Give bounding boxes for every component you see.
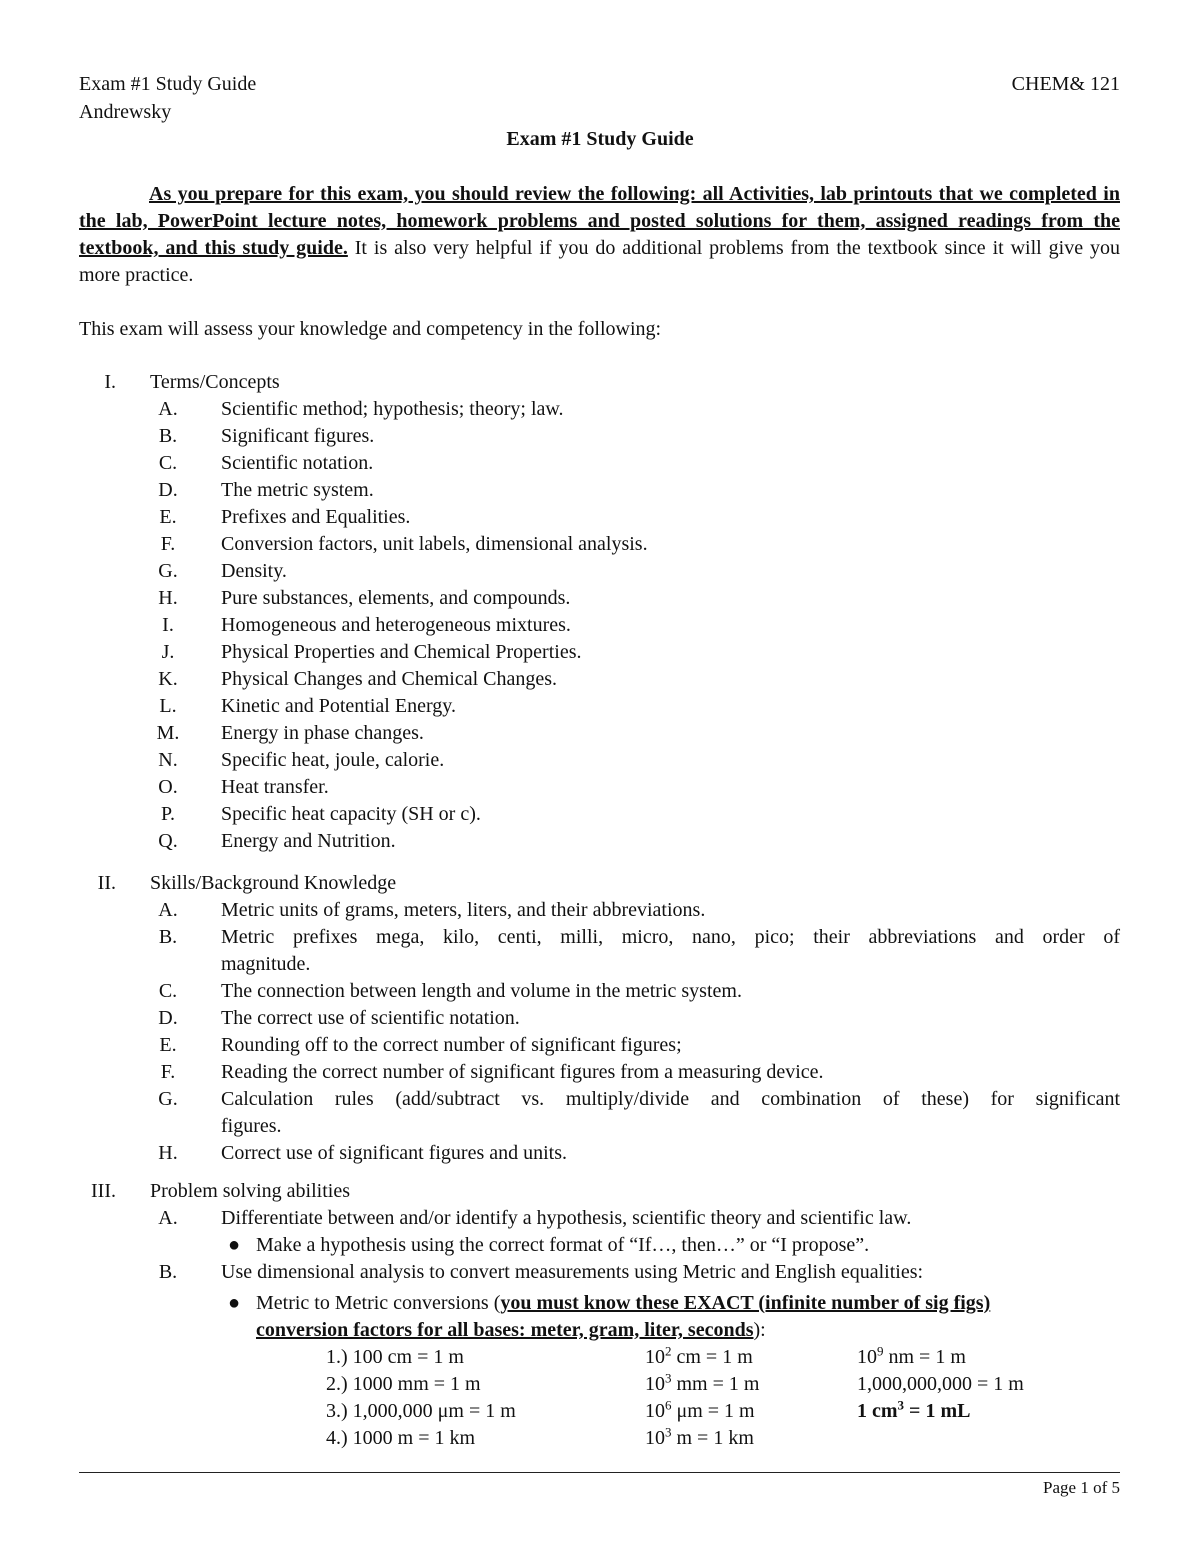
item-letter: I.	[162, 614, 174, 636]
list-item	[0, 747, 1200, 774]
item-text: Homogeneous and heterogeneous mixtures.	[221, 614, 571, 636]
item-letter: D.	[158, 1007, 178, 1029]
list-item	[0, 1140, 1200, 1167]
conversion-text: 1 cm	[857, 1400, 898, 1422]
conversion-cell	[857, 1371, 1024, 1398]
conversion-cell	[645, 1398, 755, 1425]
exponent: 3	[897, 1397, 905, 1413]
conversion-text: m = 1 km	[671, 1427, 754, 1449]
section-title: Problem solving abilities	[150, 1180, 350, 1202]
item-letter: G.	[158, 560, 178, 582]
conversion-text: 10	[645, 1427, 665, 1449]
conversion-text: 1,000,000,000 = 1 m	[857, 1373, 1024, 1395]
item-text: Energy in phase changes.	[221, 722, 424, 744]
item-text: Use dimensional analysis to convert measurements using Metric and English equalities:	[221, 1261, 924, 1283]
item-text: Correct use of significant figures and units.	[221, 1142, 568, 1164]
item-letter: N.	[158, 749, 178, 771]
bullet-text	[256, 1290, 1120, 1317]
list-item	[0, 1259, 1200, 1286]
item-text: Physical Properties and Chemical Properties.	[221, 641, 582, 663]
bullet-item	[0, 1232, 1200, 1259]
item-text: Energy and Nutrition.	[221, 830, 396, 852]
section-numeral: III.	[91, 1180, 116, 1202]
conversion-text: 10	[645, 1346, 665, 1368]
item-text: Physical Changes and Chemical Changes.	[221, 668, 558, 690]
conversion-text: 10	[645, 1400, 665, 1422]
footer-rule	[79, 1472, 1120, 1473]
conversion-cell: 2.) 1000 mm = 1 m	[326, 1373, 481, 1395]
item-text: Specific heat, joule, calorie.	[221, 749, 445, 771]
item-letter: B.	[158, 926, 178, 948]
bullet-emphasis: conversion factors for all bases: meter, gram, liter, seconds	[256, 1319, 754, 1341]
item-letter: B.	[158, 425, 178, 447]
bullet-icon: ●	[228, 1292, 241, 1314]
item-text: The metric system.	[221, 479, 374, 501]
item-text: Heat transfer.	[221, 776, 329, 798]
item-text: Metric prefixes mega, kilo, centi, milli, micro, nano, pico; their abbreviations and order of	[221, 926, 1120, 948]
conversion-text: = 1 mL	[904, 1400, 971, 1422]
bullet-emphasis: you must know these EXACT (infinite number of sig figs)	[500, 1292, 991, 1314]
list-item	[0, 1059, 1200, 1086]
section-numeral: I.	[104, 371, 116, 393]
section-heading	[0, 1178, 1200, 1205]
list-item	[0, 558, 1200, 585]
list-item-continuation	[0, 951, 1200, 978]
item-letter: O.	[158, 776, 178, 798]
conversion-text: μm = 1 m	[671, 1400, 755, 1422]
header-course: CHEM& 121	[1011, 73, 1120, 95]
item-text: Density.	[221, 560, 287, 582]
item-text: Metric units of grams, meters, liters, and their abbreviations.	[221, 899, 706, 921]
item-text: Scientific method; hypothesis; theory; law.	[221, 398, 564, 420]
page-title: Exam #1 Study Guide	[506, 128, 694, 150]
item-letter: L.	[159, 695, 177, 717]
item-letter: A.	[158, 398, 178, 420]
item-letter: D.	[158, 479, 178, 501]
list-item	[0, 720, 1200, 747]
conversion-text: nm = 1 m	[883, 1346, 966, 1368]
item-text: Kinetic and Potential Energy.	[221, 695, 456, 717]
section-heading	[0, 369, 1200, 396]
item-letter: F.	[160, 1061, 176, 1083]
intro-rest: It is also very helpful if you do additional problems from the textbook since it will give you more practice.	[79, 237, 1120, 286]
lead-sentence: This exam will assess your knowledge and competency in the following:	[79, 318, 662, 340]
item-letter: C.	[158, 452, 178, 474]
item-letter: A.	[158, 899, 178, 921]
conversion-cell: 1.) 100 cm = 1 m	[326, 1346, 464, 1368]
exponent: 2	[665, 1343, 672, 1359]
bullet-item	[0, 1290, 1200, 1317]
conversion-cell	[857, 1398, 970, 1425]
item-text: Conversion factors, unit labels, dimensional analysis.	[221, 533, 648, 555]
conversion-text: 10	[857, 1346, 877, 1368]
list-item	[0, 531, 1200, 558]
item-letter: A.	[158, 1207, 178, 1229]
item-text: The connection between length and volume in the metric system.	[221, 980, 742, 1002]
list-item	[0, 897, 1200, 924]
item-letter: B.	[158, 1261, 178, 1283]
list-item	[0, 693, 1200, 720]
list-item	[0, 924, 1200, 951]
item-letter: H.	[158, 1142, 178, 1164]
list-item	[0, 1086, 1200, 1113]
list-item	[0, 1005, 1200, 1032]
bullet-continuation	[0, 1317, 1200, 1344]
list-item	[0, 639, 1200, 666]
item-letter: E.	[159, 506, 177, 528]
conversion-text: cm = 1 m	[671, 1346, 753, 1368]
bullet-icon: ●	[228, 1234, 241, 1256]
bullet-pre: Metric to Metric conversions (	[256, 1292, 501, 1314]
item-text: The correct use of scientific notation.	[221, 1007, 520, 1029]
exponent: 6	[665, 1397, 672, 1413]
item-text: Prefixes and Equalities.	[221, 506, 411, 528]
item-letter: P.	[161, 803, 175, 825]
item-letter: C.	[158, 980, 178, 1002]
list-item	[0, 450, 1200, 477]
bullet-text: Make a hypothesis using the correct format of “If…, then…” or “I propose”.	[256, 1234, 870, 1256]
item-text: Pure substances, elements, and compounds.	[221, 587, 571, 609]
item-text: figures.	[221, 1115, 282, 1137]
header-title: Exam #1 Study Guide	[79, 73, 257, 95]
header-author: Andrewsky	[79, 101, 172, 123]
item-letter: K.	[158, 668, 178, 690]
list-item	[0, 666, 1200, 693]
conversion-cell: 3.) 1,000,000 μm = 1 m	[326, 1400, 516, 1422]
list-item	[0, 1032, 1200, 1059]
list-item	[0, 477, 1200, 504]
list-item	[0, 423, 1200, 450]
item-text: Scientific notation.	[221, 452, 374, 474]
list-item	[0, 585, 1200, 612]
list-item	[0, 978, 1200, 1005]
conversion-text: mm = 1 m	[671, 1373, 760, 1395]
exponent: 9	[877, 1343, 884, 1359]
conversion-cell	[645, 1344, 753, 1371]
page-number: Page 1 of 5	[1043, 1478, 1120, 1497]
item-text: Rounding off to the correct number of significant figures;	[221, 1034, 682, 1056]
bullet-text	[256, 1317, 1120, 1344]
conversion-text: 10	[645, 1373, 665, 1395]
item-letter: G.	[158, 1088, 178, 1110]
item-text: Differentiate between and/or identify a hypothesis, scientific theory and scientific law.	[221, 1207, 912, 1229]
section-numeral: II.	[97, 872, 116, 894]
list-item	[0, 612, 1200, 639]
section-title: Terms/Concepts	[150, 371, 280, 393]
list-item	[0, 828, 1200, 855]
conversion-cell	[645, 1371, 759, 1398]
list-item-continuation	[0, 1113, 1200, 1140]
item-text: Specific heat capacity (SH or c).	[221, 803, 481, 825]
exponent: 3	[665, 1424, 672, 1440]
intro-paragraph	[79, 181, 1120, 289]
section-title: Skills/Background Knowledge	[150, 872, 397, 894]
intro-emphasis: As you prepare for this exam, you should review the following: all Activities, lab printouts that we completed in the lab, PowerPoint lecture notes, homework problems and posted solutions for them, assigned readings from the textbook, and this study guide.	[79, 183, 1120, 259]
section-heading	[0, 870, 1200, 897]
item-letter: M.	[156, 722, 180, 744]
item-letter: J.	[161, 641, 175, 663]
item-text: magnitude.	[221, 953, 311, 975]
item-letter: Q.	[158, 830, 178, 852]
list-item	[0, 1205, 1200, 1232]
list-item	[0, 504, 1200, 531]
conversion-cell: 4.) 1000 m = 1 km	[326, 1427, 476, 1449]
exponent: 3	[665, 1370, 672, 1386]
conversion-cell	[857, 1344, 966, 1371]
list-item	[0, 774, 1200, 801]
item-text: Reading the correct number of significant figures from a measuring device.	[221, 1061, 824, 1083]
conversion-cell	[645, 1425, 754, 1452]
list-item	[0, 801, 1200, 828]
item-letter: E.	[159, 1034, 177, 1056]
item-text: Calculation rules (add/subtract vs. multiply/divide and combination of these) for significant	[221, 1088, 1120, 1110]
list-item	[0, 396, 1200, 423]
item-letter: F.	[160, 533, 176, 555]
item-text: Significant figures.	[221, 425, 375, 447]
bullet-post: ):	[753, 1319, 766, 1341]
item-letter: H.	[158, 587, 178, 609]
